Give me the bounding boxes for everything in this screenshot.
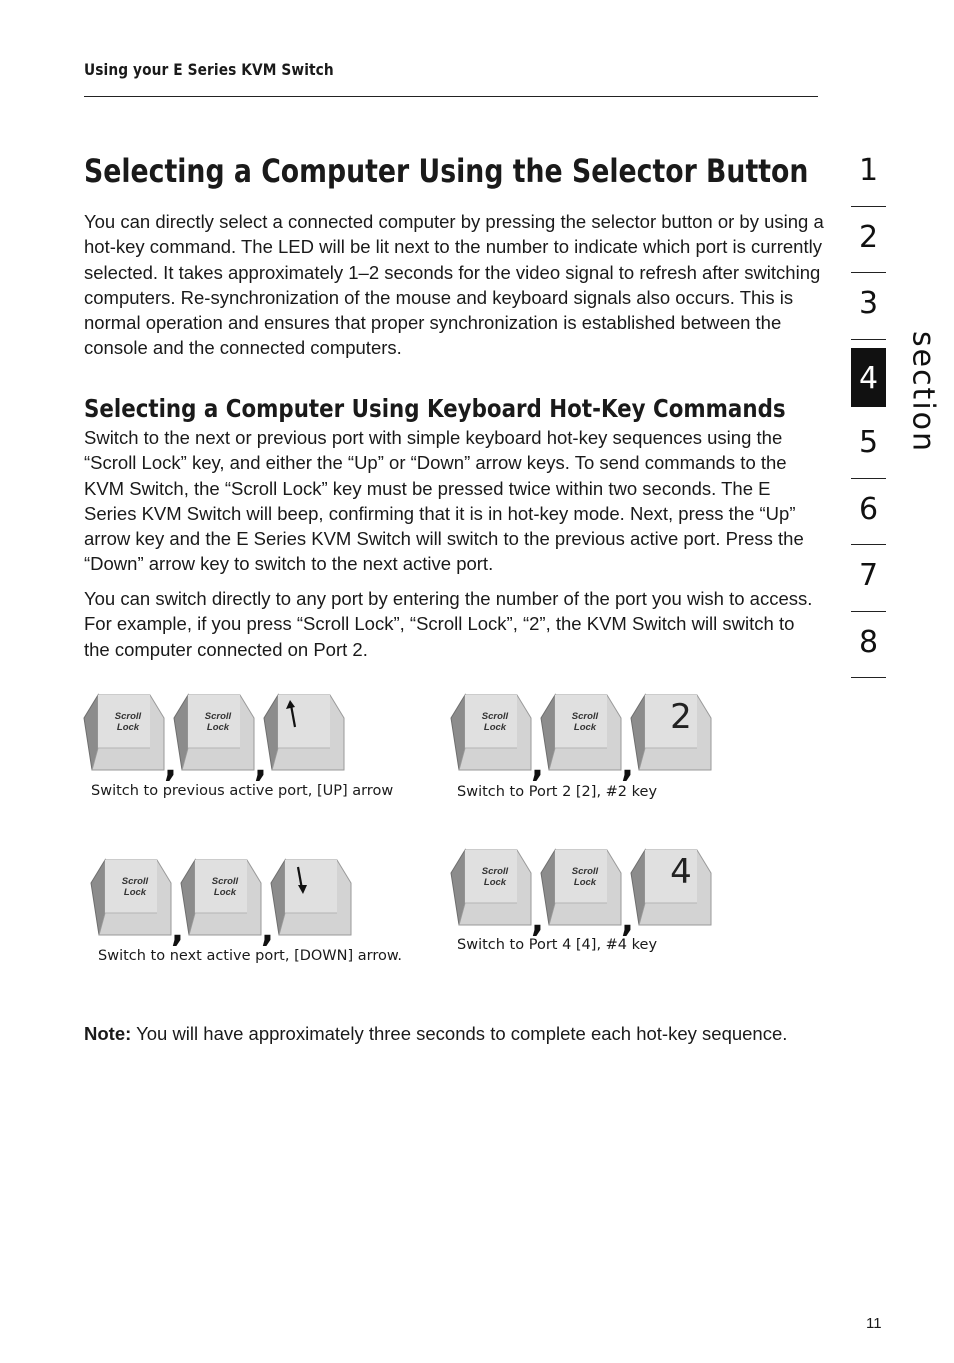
scroll-lock-key	[541, 850, 621, 925]
section-label: section	[905, 330, 941, 454]
scroll-lock-key	[451, 850, 531, 925]
section-tab-3[interactable]: 3	[851, 273, 886, 340]
key-separator: ,	[621, 745, 634, 785]
note-text: You will have approximately three seconds to complete each hot-key sequence.	[131, 1023, 788, 1044]
section-nav	[851, 140, 886, 678]
key-label: Lock	[116, 722, 140, 733]
key-label: Scroll	[211, 876, 239, 887]
key-label: Scroll	[571, 711, 599, 722]
key-label: Scroll	[481, 866, 509, 877]
key-label: Lock	[483, 722, 507, 733]
number-key-4	[631, 850, 711, 925]
section-tab-5[interactable]: 5	[851, 407, 886, 479]
header-rule	[84, 96, 818, 97]
intro-paragraph: You can directly select a connected computer by pressing the selector button or by using a hot-key command. The LED will be lit next to the number to indicate which port is currently selected. It takes approximately 1–2 seconds for the video signal to refresh after switching computers. Re-synchronization of the mouse and keyboard signals also occurs. This is normal operation and ensures that proper synchronization is established between the console and the connected computers.	[84, 211, 824, 359]
section-tab-2[interactable]: 2	[851, 207, 886, 274]
note	[84, 1023, 787, 1045]
key-label: Lock	[123, 887, 147, 898]
key-label: Lock	[206, 722, 230, 733]
sequence-caption: Switch to Port 4 [4], #4 key	[457, 937, 658, 953]
key-label: Scroll	[204, 711, 232, 722]
hotkey-sequence-down	[91, 855, 361, 950]
scroll-lock-key	[541, 695, 621, 770]
direct-port-paragraph: You can switch directly to any port by entering the number of the port you wish to access. For example, if you press “Scroll Lock”, “Scroll Lock”, “2”, the KVM Switch will switch to the computer connected on Port 2.	[84, 588, 813, 660]
key-separator: ,	[254, 745, 267, 785]
key-separator: ,	[261, 910, 274, 950]
key-label: Scroll	[114, 711, 142, 722]
key-separator: ,	[164, 745, 177, 785]
section-tab-4-active[interactable]: 4	[851, 348, 886, 407]
key-label: Scroll	[481, 711, 509, 722]
key-number-label: 2	[670, 697, 692, 737]
up-arrow-key	[264, 695, 344, 770]
key-separator: ,	[621, 900, 634, 940]
scroll-lock-key	[84, 695, 164, 770]
page-number: 11	[866, 1315, 882, 1332]
hotkey-sequence-port-4	[451, 845, 721, 940]
scroll-lock-key	[451, 695, 531, 770]
page-title: Selecting a Computer Using the Selector Button	[84, 152, 809, 190]
key-separator: ,	[171, 910, 184, 950]
key-label: Lock	[213, 887, 237, 898]
sequence-caption: Switch to previous active port, [UP] arrow	[91, 783, 394, 799]
down-arrow-key	[271, 860, 351, 935]
scroll-lock-key	[174, 695, 254, 770]
sequence-caption: Switch to Port 2 [2], #2 key	[457, 784, 658, 800]
key-separator: ,	[531, 900, 544, 940]
section-tab-7[interactable]: 7	[851, 545, 886, 612]
scroll-lock-key	[181, 860, 261, 935]
key-separator: ,	[531, 745, 544, 785]
key-label: Lock	[573, 877, 597, 888]
hotkey-paragraph: Switch to the next or previous port with simple keyboard hot-key sequences using the “Scroll Lock” key, and either the “Up” or “Down” arrow keys. To send commands to the KVM Switch, the “Scroll Lock” key must be pressed twice within two seconds. The E Series KVM Switch will beep, confirming that it is in hot-key mode. Next, press the “Up” arrow key and the E Series KVM Switch will switch to the previous active port. Press the “Down” arrow key to switch to the next active port.	[84, 427, 804, 575]
section-tab-6[interactable]: 6	[851, 479, 886, 546]
scroll-lock-key	[91, 860, 171, 935]
key-label: Scroll	[571, 866, 599, 877]
note-label: Note:	[84, 1023, 132, 1044]
key-number-label: 4	[670, 852, 692, 892]
sequence-caption: Switch to next active port, [DOWN] arrow.	[98, 948, 402, 964]
key-label: Lock	[483, 877, 507, 888]
number-key-2	[631, 695, 711, 770]
section-tab-1[interactable]: 1	[851, 140, 886, 207]
key-label: Lock	[573, 722, 597, 733]
key-label: Scroll	[121, 876, 149, 887]
hotkey-sequence-up	[84, 690, 354, 785]
running-header: Using your E Series KVM Switch	[84, 60, 334, 79]
hotkey-sequence-port-2	[451, 690, 721, 785]
section-tab-8[interactable]: 8	[851, 612, 886, 679]
section-subtitle: Selecting a Computer Using Keyboard Hot-Key Commands	[84, 394, 786, 423]
